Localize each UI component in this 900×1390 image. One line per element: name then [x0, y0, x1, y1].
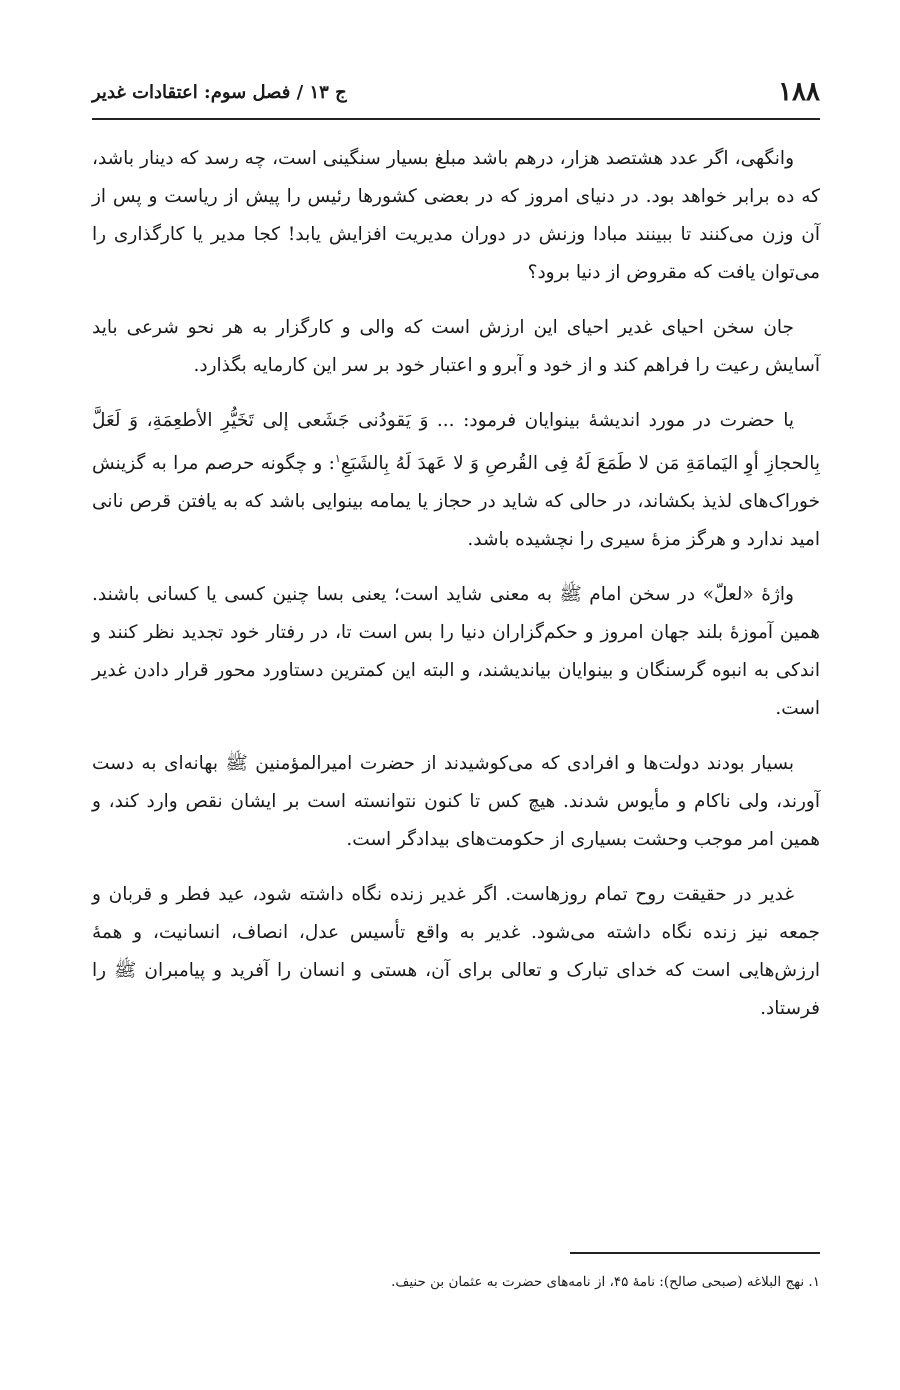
paragraph-6: غدیر در حقیقت روح تمام روزهاست. اگر غدیر زنده نگاه داشته شود، عید فطر و قربان و جمعه نیز زنده نگاه داشته می‌شود. غدیر به واقع تأسیس عدل، انصاف، انسانیت، و همهٔ ارزش‌هایی است که خدای تبارک و تعالی برای آن، هستی و انسان را آفرید و پیامبران ﷺ را فرستاد.	[92, 884, 820, 1020]
paragraph-5: بسیار بودند دولت‌ها و افرادی که می‌کوشیدند از حضرت امیرالمؤمنین ﷺ بهانه‌ای به دست آورند، ولی ناکام و مأیوس شدند. هیچ کس تا کنون نتوانسته است بر ایشان نقص وارد کند، و همین امر موجب وحشت بسیاری از حکومت‌های بیدادگر است.	[92, 753, 820, 851]
paragraph-3-quote: یا حضرت در مورد اندیشهٔ بینوایان فرمود: ... وَ یَقودُنی جَشَعی إلی تَخَیُّرِ الأطعِمَةِ، وَ لَعَلَّ بِالحجازِ أوِ الیَمامَةِ مَن لا طَمَعَ لَهُ فِی القُرصِ وَ لا عَهدَ لَهُ بِالشَبَعِ	[92, 410, 820, 475]
paragraph-3-tail: : و چگونه حرصم مرا به گزینش خوراک‌های لذیذ بکشاند، در حالی که شاید در حجاز یا یمامه بینوایی باشد که به یافتن قرص نانی امید ندارد و هرگز مزهٔ سیری را نچشیده باشد.	[92, 453, 820, 551]
paragraph-2: جان سخن احیای غدیر احیای این ارزش است که والی و کارگزار به هر نحو شرعی باید آسایش رعیت را فراهم کند و از خود و آبرو و اعتبار خود بر سر این کارمایه بگذارد.	[92, 317, 820, 376]
footnote-divider	[570, 1252, 820, 1254]
paragraph-4: واژهٔ «لعلّ» در سخن امام ﷺ به معنی شاید است؛ یعنی بسا چنین کسی یا کسانی باشند. همین آموزهٔ بلند جهان امروز و حکم‌گزاران دنیا را بس است تا، در رفتار خود تجدید نظر کنند و اندکی به انبوه گرسنگان و بینوایان بیاندیشند، و البته این کمترین دستاورد محور قرار دادن غدیر است.	[92, 584, 820, 720]
footnote: ۱. نهج البلاغه (صبحی صالح): نامهٔ ۴۵، از نامه‌های حضرت به عثمان بن حنیف.	[391, 1274, 820, 1290]
page-number: ۱۸۸	[778, 77, 820, 107]
paragraph-1: وانگهی، اگر عدد هشتصد هزار، درهم باشد مبلغ بسیار سنگینی است، چه رسد که دینار باشد، که ده برابر خواهد بود. در دنیای امروز که در بعضی کشورها رئیس را پیش از ریاست و پس از آن وزن می‌کنند تا ببینند مبادا وزنش در دوران مدیریت افزایش یابد! کجا مدیر یا کارگذاری را می‌توان یافت که مقروض از دنیا برود؟	[92, 148, 820, 283]
body-text	[92, 140, 820, 1045]
page-header	[92, 66, 820, 120]
running-title: ج ۱۳ / فصل سوم: اعتقادات غدیر	[92, 81, 347, 103]
footnote-marker[interactable]: ۱	[334, 452, 341, 465]
paragraph-3	[92, 402, 820, 559]
